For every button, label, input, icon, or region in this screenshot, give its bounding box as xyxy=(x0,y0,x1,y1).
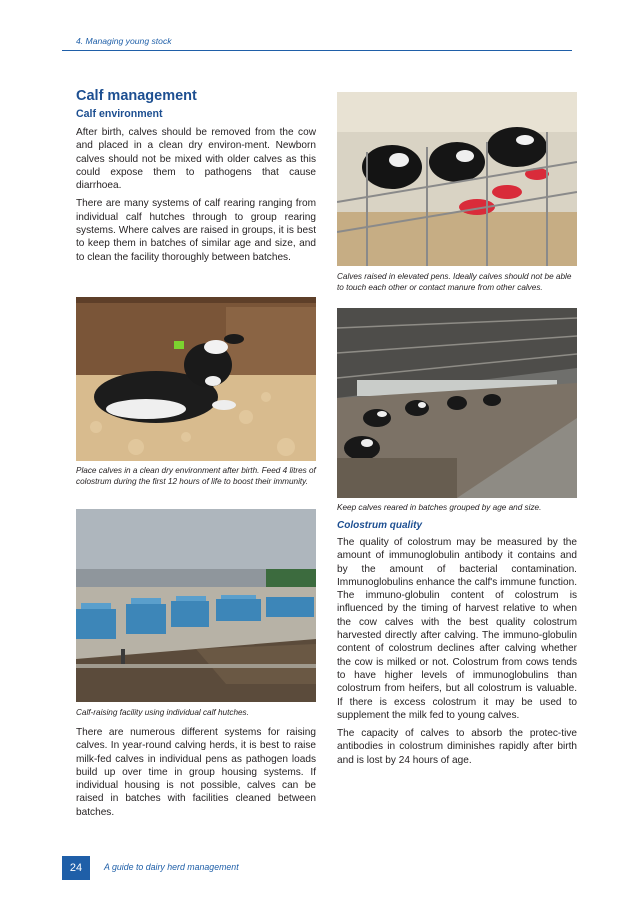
paragraph: The quality of colostrum may be measured by the amount of immunoglobulin antibody it contains and by the amount of bacterial contamination. Immunoglobulins enhance the calf's immune function. The immuno-globulin content of colostrum is influenced by the timing of harvest relative to when the cow calves with the best quality colostrum harvested directly after calving. The immuno-globulin content of colostrum declines after calving whether the cow is milked or not. Colostrum from cows tends to have higher levels of immunoglobulins than colostrum from heifers, but all colostrum is valuable. If there is excess colostrum it may be used to supplement the milk fed to young calves. xyxy=(337,537,577,721)
figure-caption: Keep calves reared in batches grouped by age and size. xyxy=(337,503,542,512)
paragraph: There are many systems of calf rearing ranging from individual calf hutches through to group rearing systems. Where calves are raised in groups, it is best to keep them in batches of similar age and size, and to clean the facility thoroughly between batches. xyxy=(76,198,316,263)
left-caption-1 xyxy=(76,465,316,487)
subsection-title: Calf environment xyxy=(76,108,163,120)
calf-barn-photo xyxy=(337,308,577,498)
right-caption-2 xyxy=(337,502,577,513)
paragraph: There are numerous different systems for raising calves. In year-round calving herds, it is best to raise milk-fed calves in individual pens as pathogen loads build up over time in group housing systems. If individual housing is not possible, calves can be raised in batches with facilities cleaned between batches. xyxy=(76,727,316,818)
calf-lying-photo xyxy=(76,297,316,461)
figure-caption: Calf-raising facility using individual calf hutches. xyxy=(76,708,249,717)
page-number: 24 xyxy=(62,856,90,880)
figure-caption: Place calves in a clean dry environment after birth. Feed 4 litres of colostrum during the first 12 hours of life to boost their immunity. xyxy=(76,466,316,486)
elevated-pens-photo xyxy=(337,92,577,266)
figure-caption: Calves raised in elevated pens. Ideally calves should not be able to touch each other or contact manure from other calves. xyxy=(337,272,572,292)
left-caption-2 xyxy=(76,707,316,718)
section-title: Calf management xyxy=(76,88,197,104)
left-column-bottom xyxy=(76,726,316,824)
header-rule xyxy=(62,50,572,51)
left-column-top xyxy=(76,88,316,269)
calf-hutches-photo xyxy=(76,509,316,702)
running-footer: A guide to dairy herd management xyxy=(104,862,239,872)
right-caption-1 xyxy=(337,271,577,293)
paragraph: The capacity of calves to absorb the protec-tive antibodies in colostrum diminishes rapidly after birth and is lost by 24 hours of age. xyxy=(337,728,577,766)
right-column-text xyxy=(337,520,577,772)
subsection-title: Colostrum quality xyxy=(337,520,423,531)
paragraph: After birth, calves should be removed from the cow and placed in a clean dry environ-ment. Newborn calves should not be mixed with older calves as this could expose them to pathogens that cause diarrhoea. xyxy=(76,127,316,192)
running-header: 4. Managing young stock xyxy=(76,36,172,46)
